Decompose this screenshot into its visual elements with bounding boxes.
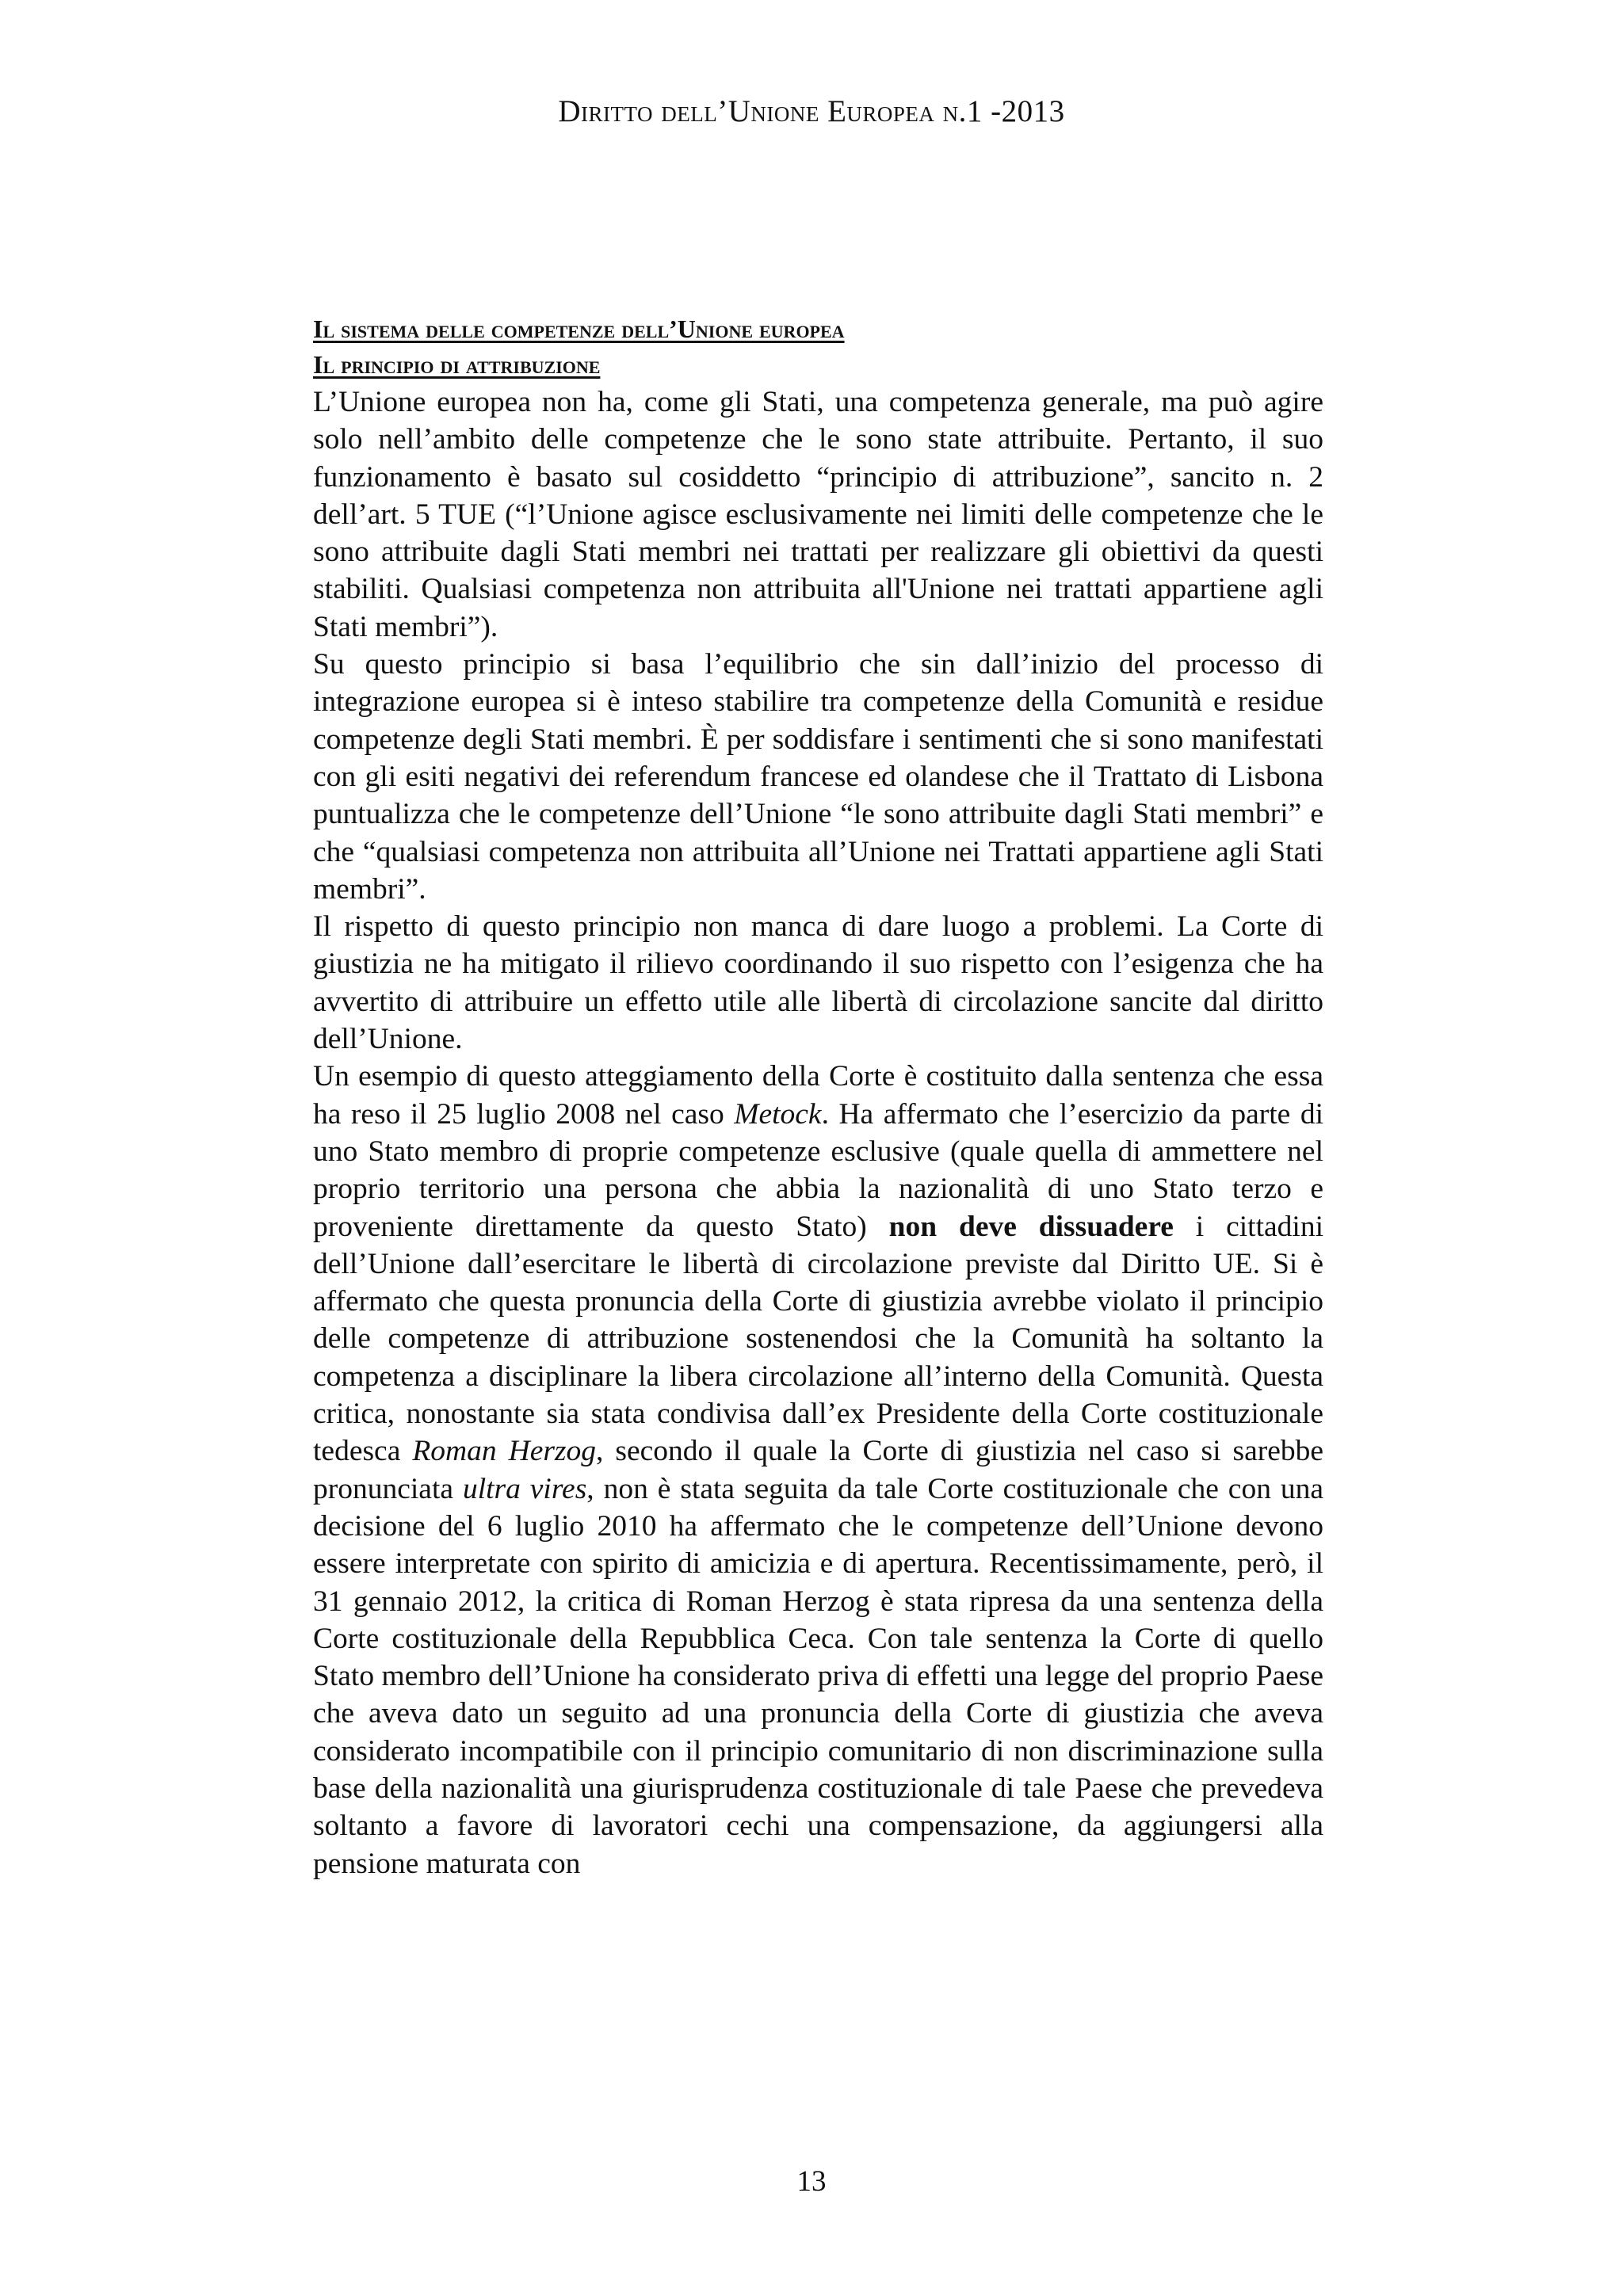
- running-header: Diritto dell’Unione Europea n.1 -2013: [558, 94, 1065, 128]
- subsection-heading: Il principio di attribuzione: [313, 350, 601, 379]
- paragraph-4: [313, 1058, 1323, 1882]
- paragraph-3: Il rispetto di questo principio non manca di dare luogo a problemi. La Corte di giustizia ne ha mitigato il rilievo coordinando il suo rispetto con l’esigenza che ha avvertito di attribuire un effetto utile alle libertà di circolazione sancite dal diritto dell’Unione.: [313, 910, 1323, 1056]
- paragraph-4-text: , non è stata seguita da tale Corte costituzionale che con una decisione del 6 luglio 2010 ha affermato che le competenze dell’Unione devono essere interpretate con spirito di amicizia e di apertura. Recentissimamente, però, il 31 gennaio 2012, la critica di Roman Herzog è stata ripresa da una sentenza della Corte costituzionale della Repubblica Ceca. Con tale sentenza la Corte di quello Stato membro dell’Unione ha considerato priva di effetti una legge del proprio Paese che aveva dato un seguito ad una pronuncia della Corte di giustizia che aveva considerato incompatibile con il principio comunitario di non discriminazione sulla base della nazionalità una giurisprudenza costituzionale di tale Paese che prevedeva soltanto a favore di lavoratori cechi una compensazione, da aggiungersi alla pensione maturata con: [313, 1472, 1324, 1880]
- paragraph-4-text: , secondo il quale la Corte di giustizia nel caso si sarebbe pronunciata: [313, 1435, 1324, 1505]
- latin-term: ultra vires: [462, 1472, 587, 1505]
- emphasis-phrase: non deve dissuadere: [888, 1210, 1174, 1243]
- page-number: 13: [796, 2165, 827, 2198]
- article-body: [313, 311, 1323, 1882]
- person-name: Roman Herzog: [412, 1435, 597, 1468]
- case-name: Metock: [734, 1097, 822, 1131]
- paragraph-2: Su questo principio si basa l’equilibrio che sin dall’inizio del processo di integrazione europea si è inteso stabilire tra competenze della Comunità e residue competenze degli Stati membri. È per soddisfare i sentimenti che si sono manifestati con gli esiti negativi dei referendum francese ed olandese che il Trattato di Lisbona puntualizza che le competenze dell’Unione “le sono attribuite dagli Stati membri” e che “qualsiasi competenza non attribuita all’Unione nei Trattati appartiene agli Stati membri”.: [313, 648, 1323, 906]
- section-heading: Il sistema delle competenze dell’Unione europea: [313, 315, 845, 343]
- paragraph-4-text: . Ha affermato che l’esercizio da parte di uno Stato membro di proprie competenze esclusive (quale quella di ammettere nel proprio territorio una persona che abbia la nazionalità di uno Stato terzo e proveniente direttamente da questo Stato): [313, 1097, 1323, 1243]
- paragraph-4-text: Un esempio di questo atteggiamento della Corte è costituito dalla sentenza che essa ha reso il 25 luglio 2008 nel caso: [313, 1060, 1323, 1131]
- paragraph-4-text: i cittadini dell’Unione dall’esercitare le libertà di circolazione previste dal Diritto UE. Si è affermato che questa pronuncia della Corte di giustizia avrebbe violato il principio delle competenze di attribuzione sostenendosi che la Comunità ha soltanto la competenza a disciplinare la libera circolazione all’interno della Comunità. Questa critica, nonostante sia stata condivisa dall’ex Presidente della Corte costituzionale tedesca: [313, 1210, 1323, 1468]
- paragraph-1: L’Unione europea non ha, come gli Stati, una competenza generale, ma può agire solo nell’ambito delle competenze che le sono state attribuite. Pertanto, il suo funzionamento è basato sul cosiddetto “principio di attribuzione”, sancito n. 2 dell’art. 5 TUE (“l’Unione agisce esclusivamente nei limiti delle competenze che le sono attribuite dagli Stati membri nei trattati per realizzare gli obiettivi da questi stabiliti. Qualsiasi competenza non attribuita all'Unione nei trattati appartiene agli Stati membri”).: [313, 386, 1323, 643]
